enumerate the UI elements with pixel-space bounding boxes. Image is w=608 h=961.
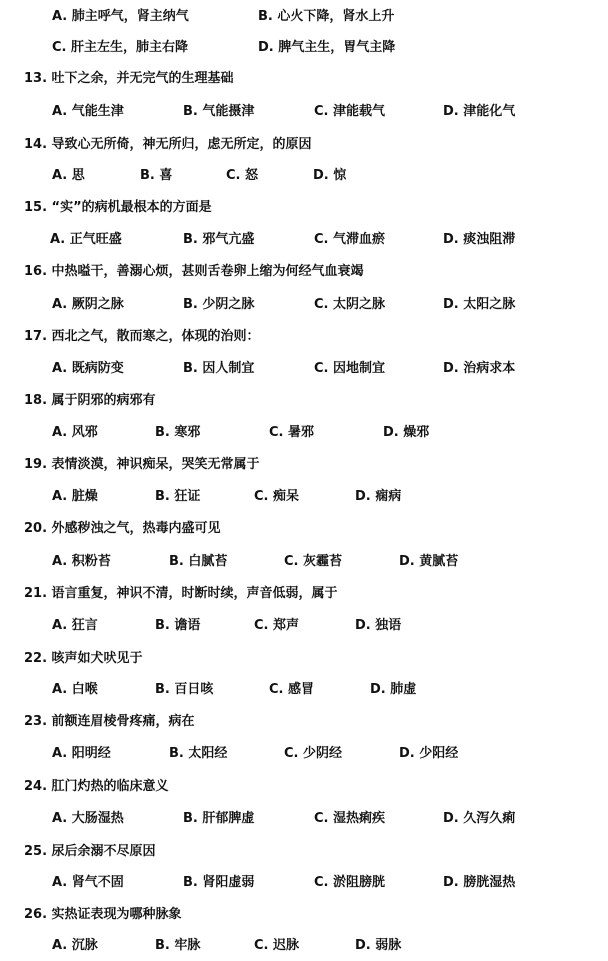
answer-option: C. 湿热痢疾 — [314, 811, 386, 826]
answer-option: D. 津能化气 — [443, 104, 516, 119]
answer-option: B. 因人制宜 — [183, 361, 255, 376]
question-text: 16. 中热嗌干，善溺心烦，甚则舌卷卵上缩为何经气血衰竭 — [24, 264, 364, 279]
answer-option: D. 脾气主生，胃气主降 — [258, 40, 396, 55]
answer-option: D. 少阳经 — [399, 746, 459, 761]
answer-option: C. 怒 — [226, 168, 259, 183]
answer-option: B. 太阳经 — [169, 746, 228, 761]
answer-option: D. 痰浊阻滞 — [443, 232, 516, 247]
answer-option: C. 暑邪 — [269, 425, 315, 440]
answer-option: A. 大肠湿热 — [52, 811, 124, 826]
answer-option: C. 因地制宜 — [314, 361, 386, 376]
answer-option: C. 太阴之脉 — [314, 297, 386, 312]
answer-option: A. 积粉苔 — [52, 554, 111, 569]
question-text: 21. 语言重复，神识不清，时断时续，声音低弱，属于 — [24, 586, 338, 601]
answer-option: D. 黄腻苔 — [399, 554, 459, 569]
answer-option: B. 狂证 — [155, 489, 201, 504]
answer-option: D. 燥邪 — [383, 425, 430, 440]
answer-option: A. 思 — [52, 168, 85, 183]
answer-option: B. 肾阳虚弱 — [183, 875, 255, 890]
answer-option: A. 厥阴之脉 — [52, 297, 124, 312]
answer-option: B. 少阴之脉 — [183, 297, 255, 312]
question-text: 14. 导致心无所倚，神无所归，虑无所定，的原因 — [24, 137, 312, 152]
answer-option: D. 久泻久痢 — [443, 811, 516, 826]
answer-option: A. 正气旺盛 — [50, 232, 122, 247]
answer-option: C. 郑声 — [254, 618, 300, 633]
answer-option: C. 少阴经 — [284, 746, 343, 761]
answer-option: A. 白喉 — [52, 682, 98, 697]
answer-option: B. 寒邪 — [155, 425, 201, 440]
answer-option: C. 痴呆 — [254, 489, 300, 504]
question-text: 23. 前额连眉棱骨疼痛，病在 — [24, 714, 195, 729]
answer-option: D. 惊 — [313, 168, 347, 183]
answer-option: B. 百日咳 — [155, 682, 214, 697]
question-text: 19. 表情淡漠，神识痴呆，哭笑无常属于 — [24, 457, 260, 472]
question-text: 26. 实热证表现为哪种脉象 — [24, 907, 182, 922]
answer-option: B. 邪气亢盛 — [183, 232, 255, 247]
question-text: 24. 肛门灼热的临床意义 — [24, 779, 169, 794]
answer-option: A. 既病防变 — [52, 361, 124, 376]
answer-option: D. 痫病 — [355, 489, 402, 504]
answer-option: A. 风邪 — [52, 425, 98, 440]
answer-option: C. 迟脉 — [254, 938, 300, 953]
answer-option: D. 膀胱湿热 — [443, 875, 516, 890]
answer-option: B. 肝郁脾虚 — [183, 811, 255, 826]
answer-option: B. 喜 — [140, 168, 173, 183]
answer-option: A. 气能生津 — [52, 104, 124, 119]
answer-option: A. 沉脉 — [52, 938, 98, 953]
question-text: 17. 西北之气，散而寒之，体现的治则： — [24, 329, 260, 344]
answer-option: C. 津能载气 — [314, 104, 386, 119]
answer-option: A. 肺主呼气，肾主纳气 — [52, 9, 189, 24]
question-text: 18. 属于阴邪的病邪有 — [24, 393, 156, 408]
answer-option: B. 气能摄津 — [183, 104, 255, 119]
answer-option: A. 脏燥 — [52, 489, 98, 504]
answer-option: B. 心火下降，肾水上升 — [258, 9, 395, 24]
answer-option: D. 治病求本 — [443, 361, 516, 376]
answer-option: A. 肾气不固 — [52, 875, 124, 890]
answer-option: B. 牢脉 — [155, 938, 201, 953]
answer-option: A. 狂言 — [52, 618, 98, 633]
answer-option: B. 谵语 — [155, 618, 201, 633]
answer-option: C. 灰霾苔 — [284, 554, 343, 569]
question-text: 22. 咳声如犬吠见于 — [24, 651, 143, 666]
answer-option: D. 肺虚 — [370, 682, 417, 697]
question-text: 25. 尿后余溺不尽原因 — [24, 844, 156, 859]
answer-option: D. 弱脉 — [355, 938, 402, 953]
answer-option: D. 独语 — [355, 618, 402, 633]
answer-option: C. 感冒 — [269, 682, 315, 697]
question-text: 13. 吐下之余，并无完气的生理基础 — [24, 71, 234, 86]
answer-option: C. 肝主左生，肺主右降 — [52, 40, 189, 55]
answer-option: A. 阳明经 — [52, 746, 111, 761]
question-text: 15. “实”的病机最根本的方面是 — [24, 200, 212, 215]
answer-option: C. 淤阻膀胱 — [314, 875, 386, 890]
answer-option: B. 白腻苔 — [169, 554, 228, 569]
answer-option: C. 气滞血瘀 — [314, 232, 386, 247]
answer-option: D. 太阳之脉 — [443, 297, 516, 312]
question-text: 20. 外感秽浊之气，热毒内盛可见 — [24, 521, 221, 536]
